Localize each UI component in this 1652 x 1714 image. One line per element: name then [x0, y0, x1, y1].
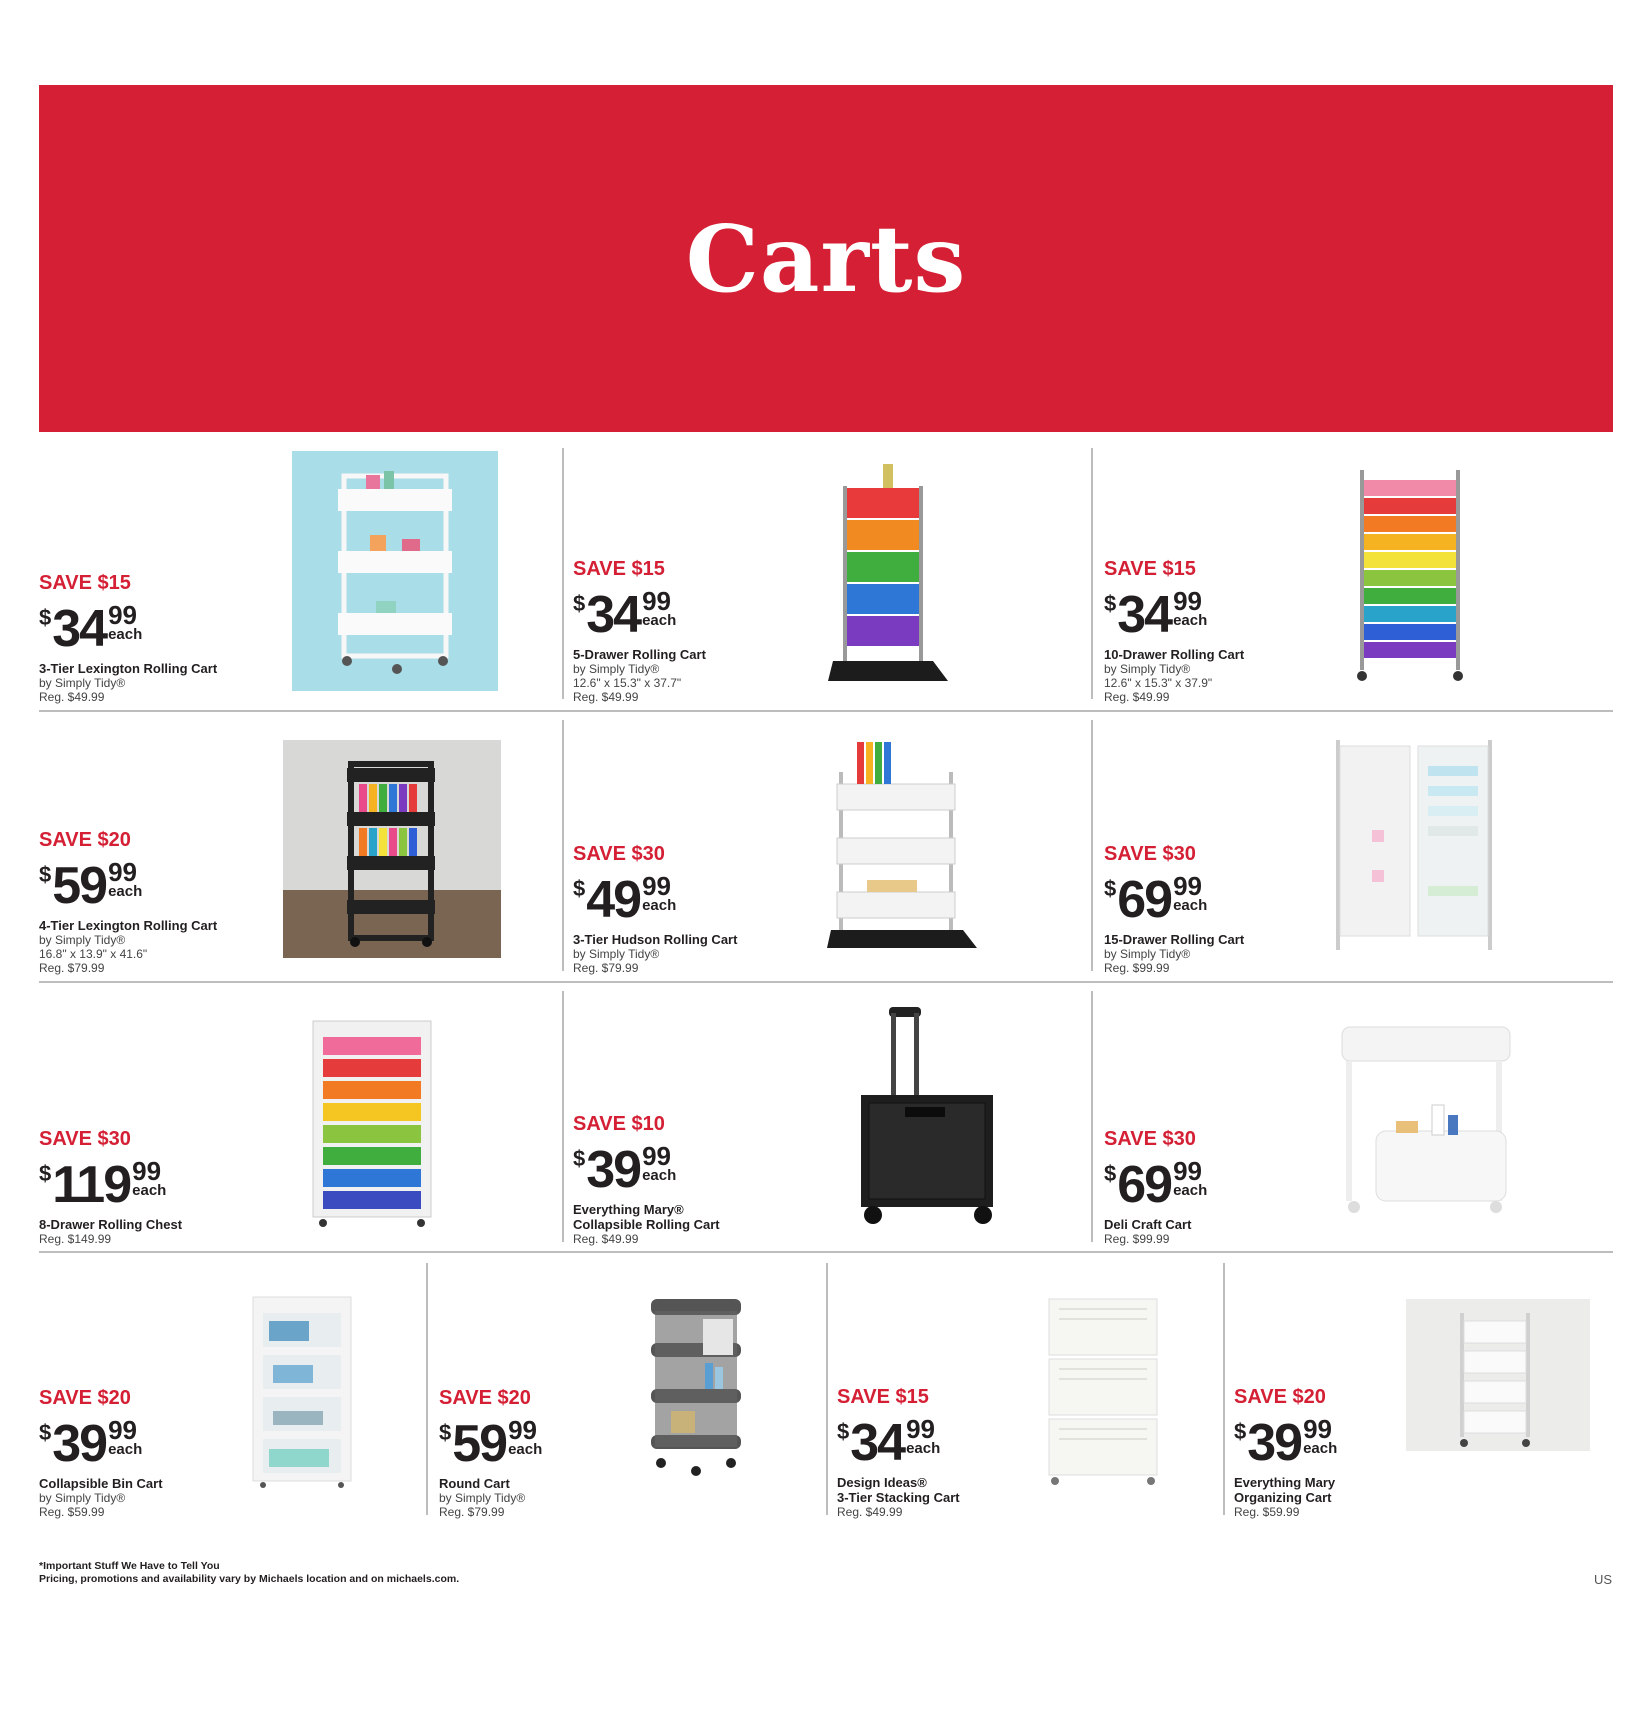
price-whole: 119: [52, 1156, 131, 1214]
8-drawer-chest-image: [309, 1011, 435, 1229]
product-brand: by Simply Tidy®: [39, 933, 126, 947]
price-cents: 99: [1173, 871, 1203, 901]
sale-price: [573, 1142, 813, 1198]
sale-price: [1234, 1415, 1474, 1471]
price-dollar-sign: $: [39, 605, 52, 630]
sale-price: [439, 1416, 679, 1472]
footnote-body: Pricing, promotions and availability vary by Michaels location and on michaels.com.: [39, 1573, 460, 1585]
save-amount: SAVE $15: [837, 1386, 929, 1408]
product-reg-price: Reg. $59.99: [1234, 1505, 1300, 1519]
region-label: US: [1593, 1572, 1612, 1587]
save-amount: SAVE $15: [573, 558, 665, 580]
price-each: each: [906, 1440, 941, 1457]
column-divider: [1091, 720, 1093, 971]
price-dollar-sign: $: [573, 876, 586, 901]
product-card[interactable]: [1234, 1263, 1613, 1519]
product-details: [1104, 1128, 1344, 1246]
price-whole: 34: [52, 600, 107, 658]
price-each: each: [132, 1182, 167, 1199]
product-card[interactable]: [1104, 991, 1613, 1246]
sale-price: [39, 1416, 279, 1472]
product-details: [1104, 843, 1344, 975]
row-divider: [39, 1251, 1613, 1253]
price-dollar-sign: $: [573, 1146, 586, 1171]
price-cents: 99: [642, 1141, 672, 1171]
product-brand: by Simply Tidy®: [573, 947, 660, 961]
price-dollar-sign: $: [1104, 1161, 1117, 1186]
sale-price: [573, 872, 813, 928]
product-dimensions: 16.8" x 13.9" x 41.6": [39, 947, 148, 961]
product-name: 10-Drawer Rolling Cart: [1104, 647, 1245, 662]
price-cents: 99: [1303, 1414, 1333, 1444]
product-reg-price: Reg. $99.99: [1104, 961, 1170, 975]
save-amount: SAVE $30: [39, 1128, 131, 1150]
product-name: 4-Tier Lexington Rolling Cart: [39, 918, 218, 933]
column-divider: [1091, 991, 1093, 1242]
product-name: Everything Mary: [1234, 1475, 1336, 1490]
column-divider: [1223, 1263, 1225, 1515]
product-name: 15-Drawer Rolling Cart: [1104, 932, 1245, 947]
product-details: [573, 558, 813, 704]
product-dimensions: 12.6" x 15.3" x 37.9": [1104, 676, 1213, 690]
product-card[interactable]: [573, 991, 1083, 1246]
row-divider: [39, 981, 1613, 983]
price-whole: 39: [1247, 1414, 1302, 1472]
product-name-line2: Organizing Cart: [1234, 1490, 1332, 1505]
price-dollar-sign: $: [1104, 591, 1117, 616]
product-reg-price: Reg. $49.99: [573, 690, 639, 704]
price-cents: 99: [1173, 586, 1203, 616]
product-reg-price: Reg. $49.99: [573, 1232, 639, 1246]
product-card[interactable]: [1104, 448, 1613, 704]
price-dollar-sign: $: [439, 1420, 452, 1445]
price-dollar-sign: $: [1234, 1419, 1247, 1444]
price-cents: 99: [906, 1414, 936, 1444]
save-amount: SAVE $30: [573, 843, 665, 865]
product-dimensions: 12.6" x 15.3" x 37.7": [573, 676, 682, 690]
price-whole: 69: [1117, 871, 1172, 929]
15-drawer-cart-image: [1332, 736, 1496, 962]
product-brand: by Simply Tidy®: [1104, 662, 1191, 676]
price-dollar-sign: $: [39, 1420, 52, 1445]
product-details: [573, 1113, 813, 1246]
header-banner: [39, 85, 1613, 432]
save-amount: SAVE $30: [1104, 843, 1196, 865]
sale-price: [1104, 1157, 1344, 1213]
price-each: each: [108, 883, 143, 900]
black-4-tier-cart-image: [283, 740, 501, 958]
product-reg-price: Reg. $149.99: [39, 1232, 112, 1246]
price-dollar-sign: $: [1104, 876, 1117, 901]
product-brand: by Simply Tidy®: [1104, 947, 1191, 961]
price-cents: 99: [508, 1415, 538, 1445]
save-amount: SAVE $20: [439, 1387, 531, 1409]
product-brand: by Simply Tidy®: [439, 1491, 526, 1505]
footnote-title: *Important Stuff We Have to Tell You: [39, 1560, 220, 1572]
sale-price: [1104, 872, 1344, 928]
price-each: each: [1173, 897, 1208, 914]
column-divider: [562, 991, 564, 1242]
product-details: [39, 572, 279, 704]
product-reg-price: Reg. $79.99: [39, 961, 105, 975]
column-divider: [1091, 448, 1093, 699]
product-details: [39, 1387, 279, 1519]
price-whole: 59: [52, 857, 107, 915]
price-cents: 99: [108, 857, 138, 887]
sale-price: [1104, 587, 1344, 643]
product-name: Deli Craft Cart: [1104, 1217, 1192, 1232]
column-divider: [426, 1263, 428, 1515]
price-whole: 34: [586, 586, 641, 644]
product-card[interactable]: [573, 720, 1083, 975]
price-dollar-sign: $: [573, 591, 586, 616]
product-details: [573, 843, 813, 975]
sale-price: [573, 587, 813, 643]
price-cents: 99: [642, 871, 672, 901]
price-each: each: [642, 897, 677, 914]
price-dollar-sign: $: [39, 862, 52, 887]
price-dollar-sign: $: [39, 1161, 52, 1186]
product-name-line2: 3-Tier Stacking Cart: [837, 1490, 960, 1505]
price-whole: 39: [586, 1141, 641, 1199]
product-reg-price: Reg. $49.99: [1104, 690, 1170, 704]
price-cents: 99: [108, 600, 138, 630]
sale-price: [39, 858, 279, 914]
product-reg-price: Reg. $99.99: [1104, 1232, 1170, 1246]
save-amount: SAVE $15: [39, 572, 131, 594]
product-card[interactable]: [39, 720, 554, 975]
price-whole: 69: [1117, 1156, 1172, 1214]
product-card[interactable]: [439, 1263, 819, 1519]
save-amount: SAVE $20: [39, 1387, 131, 1409]
column-divider: [562, 720, 564, 971]
product-brand: by Simply Tidy®: [39, 1491, 126, 1505]
product-name: Round Cart: [439, 1476, 510, 1491]
product-card[interactable]: [39, 1263, 419, 1519]
deli-craft-cart-image: [1336, 1021, 1516, 1219]
save-amount: SAVE $20: [1234, 1386, 1326, 1408]
product-name: 3-Tier Lexington Rolling Cart: [39, 661, 218, 676]
sale-price: [39, 1157, 279, 1213]
price-whole: 34: [1117, 586, 1172, 644]
save-amount: SAVE $15: [1104, 558, 1196, 580]
product-card[interactable]: [837, 1263, 1215, 1519]
product-name: 8-Drawer Rolling Chest: [39, 1217, 183, 1232]
price-cents: 99: [132, 1156, 162, 1186]
price-each: each: [642, 1167, 677, 1184]
save-amount: SAVE $10: [573, 1113, 665, 1135]
price-each: each: [508, 1441, 543, 1458]
price-whole: 59: [452, 1415, 507, 1473]
product-reg-price: Reg. $59.99: [39, 1505, 105, 1519]
price-cents: 99: [108, 1415, 138, 1445]
product-reg-price: Reg. $79.99: [439, 1505, 505, 1519]
legal-footnote: [39, 1560, 459, 1586]
product-reg-price: Reg. $49.99: [39, 690, 105, 704]
product-card[interactable]: [573, 448, 1083, 704]
price-each: each: [108, 626, 143, 643]
price-each: each: [1173, 1182, 1208, 1199]
product-details: [1234, 1386, 1474, 1519]
save-amount: SAVE $20: [39, 829, 131, 851]
column-divider: [826, 1263, 828, 1515]
product-details: [439, 1387, 679, 1519]
product-details: [1104, 558, 1344, 704]
product-details: [39, 1128, 279, 1246]
product-name: Collapsible Bin Cart: [39, 1476, 163, 1491]
price-each: each: [1303, 1440, 1338, 1457]
product-name-line2: Collapsible Rolling Cart: [573, 1217, 720, 1232]
product-card[interactable]: [39, 448, 554, 704]
sale-price: [837, 1415, 1077, 1471]
product-name: 5-Drawer Rolling Cart: [573, 647, 706, 662]
product-name: Design Ideas®: [837, 1475, 927, 1490]
white-hudson-cart-image: [827, 734, 977, 960]
page-title: Carts: [685, 204, 967, 313]
product-name: Everything Mary®: [573, 1202, 684, 1217]
sale-price: [39, 601, 279, 657]
price-each: each: [108, 1441, 143, 1458]
product-details: [837, 1386, 1077, 1519]
rainbow-10-drawer-cart-image: [1346, 460, 1476, 692]
price-each: each: [1173, 612, 1208, 629]
price-cents: 99: [642, 586, 672, 616]
price-cents: 99: [1173, 1156, 1203, 1186]
product-card[interactable]: [1104, 720, 1613, 975]
product-reg-price: Reg. $79.99: [573, 961, 639, 975]
product-details: [39, 829, 279, 975]
product-brand: by Simply Tidy®: [573, 662, 660, 676]
price-dollar-sign: $: [837, 1419, 850, 1444]
column-divider: [562, 448, 564, 699]
product-brand: by Simply Tidy®: [39, 676, 126, 690]
white-3-tier-cart-image: [292, 451, 498, 691]
save-amount: SAVE $30: [1104, 1128, 1196, 1150]
rainbow-5-drawer-cart-image: [823, 456, 983, 691]
price-whole: 49: [586, 871, 641, 929]
product-name: 3-Tier Hudson Rolling Cart: [573, 932, 738, 947]
product-card[interactable]: [39, 991, 554, 1246]
price-whole: 39: [52, 1415, 107, 1473]
price-each: each: [642, 612, 677, 629]
row-divider: [39, 710, 1613, 712]
product-reg-price: Reg. $49.99: [837, 1505, 903, 1519]
price-whole: 34: [850, 1414, 905, 1472]
collapsible-rolling-cart-image: [855, 1003, 1003, 1229]
